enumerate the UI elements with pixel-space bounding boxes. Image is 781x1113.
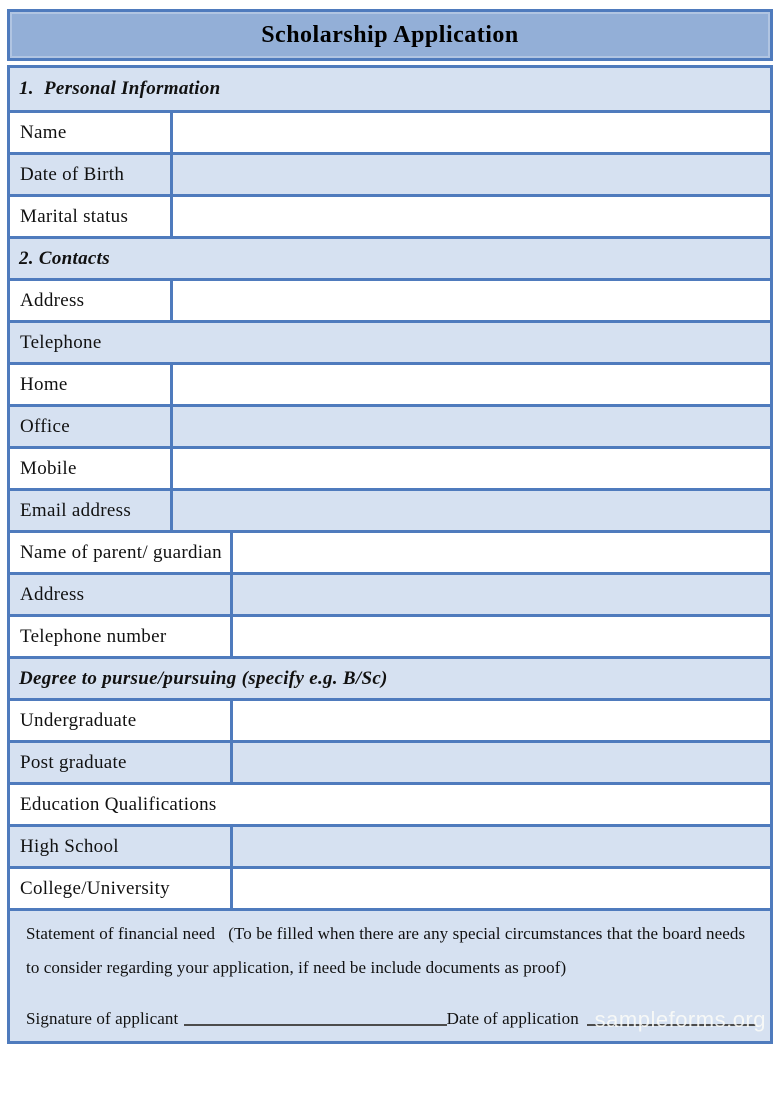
signature-line[interactable] (184, 1024, 446, 1026)
section-personal-information (10, 68, 770, 110)
form-sheet (7, 9, 773, 1044)
undergraduate-input-cell[interactable] (230, 701, 770, 740)
row-home (10, 362, 770, 404)
undergraduate-label: Undergraduate (20, 709, 137, 731)
row-parent-guardian-name (10, 530, 770, 572)
row-telephone (10, 320, 770, 362)
row-name (10, 110, 770, 152)
date-of-birth-label: Date of Birth (20, 163, 125, 185)
education-qualifications-label: Education Qualifications (20, 793, 217, 815)
office-input-cell[interactable] (170, 407, 770, 446)
row-mobile (10, 446, 770, 488)
mobile-label: Mobile (20, 457, 77, 479)
row-high-school (10, 824, 770, 866)
mobile-input-cell[interactable] (170, 449, 770, 488)
watermark: sampleforms.org (594, 1007, 766, 1032)
row-post-graduate (10, 740, 770, 782)
name-input-cell[interactable] (170, 113, 770, 152)
parent-address-input-cell[interactable] (230, 575, 770, 614)
home-label: Home (20, 373, 68, 395)
row-address (10, 278, 770, 320)
section-contacts-label: 2. Contacts (19, 247, 110, 269)
statement-text: Statement of financial need (To be filled when there are any special circumstances that the board needs to consider regarding your application, if need be include documents as proof) (26, 924, 746, 977)
parent-guardian-name-input-cell[interactable] (230, 533, 770, 572)
college-university-input-cell[interactable] (230, 869, 770, 908)
application-form-table (7, 65, 773, 1044)
date-of-application-label: Date of application (446, 1009, 579, 1028)
name-label: Name (20, 121, 67, 143)
section-personal-information-label: 1. Personal Information (19, 78, 221, 99)
row-marital-status (10, 194, 770, 236)
parent-telephone-number-label: Telephone number (20, 625, 167, 647)
home-input-cell[interactable] (170, 365, 770, 404)
marital-status-input-cell[interactable] (170, 197, 770, 236)
post-graduate-label: Post graduate (20, 751, 127, 773)
signature-of-applicant-label: Signature of applicant (26, 1009, 179, 1028)
post-graduate-input-cell[interactable] (230, 743, 770, 782)
telephone-label: Telephone (20, 331, 102, 353)
college-university-label: College/University (20, 877, 170, 899)
email-address-input-cell[interactable] (170, 491, 770, 530)
row-education-qualifications (10, 782, 770, 824)
address-label: Address (20, 289, 85, 311)
form-title-band (7, 9, 773, 61)
parent-guardian-name-label: Name of parent/ guardian (20, 541, 222, 563)
page-title: Scholarship Application (261, 21, 519, 48)
statement-of-financial-need-block (10, 908, 770, 1041)
date-of-birth-input-cell[interactable] (170, 155, 770, 194)
row-date-of-birth (10, 152, 770, 194)
row-parent-address (10, 572, 770, 614)
row-undergraduate (10, 698, 770, 740)
office-label: Office (20, 415, 70, 437)
row-email-address (10, 488, 770, 530)
row-parent-telephone-number (10, 614, 770, 656)
section-contacts (10, 236, 770, 278)
section-degree (10, 656, 770, 698)
email-address-label: Email address (20, 499, 132, 521)
marital-status-label: Marital status (20, 205, 129, 227)
signature-row (26, 1009, 756, 1029)
parent-address-label: Address (20, 583, 85, 605)
address-input-cell[interactable] (170, 281, 770, 320)
parent-telephone-number-input-cell[interactable] (230, 617, 770, 656)
date-line[interactable] (587, 1024, 756, 1026)
high-school-input-cell[interactable] (230, 827, 770, 866)
row-office (10, 404, 770, 446)
row-college-university (10, 866, 770, 908)
section-degree-label: Degree to pursue/pursuing (specify e.g. B/Sc) (19, 667, 388, 689)
high-school-label: High School (20, 835, 119, 857)
